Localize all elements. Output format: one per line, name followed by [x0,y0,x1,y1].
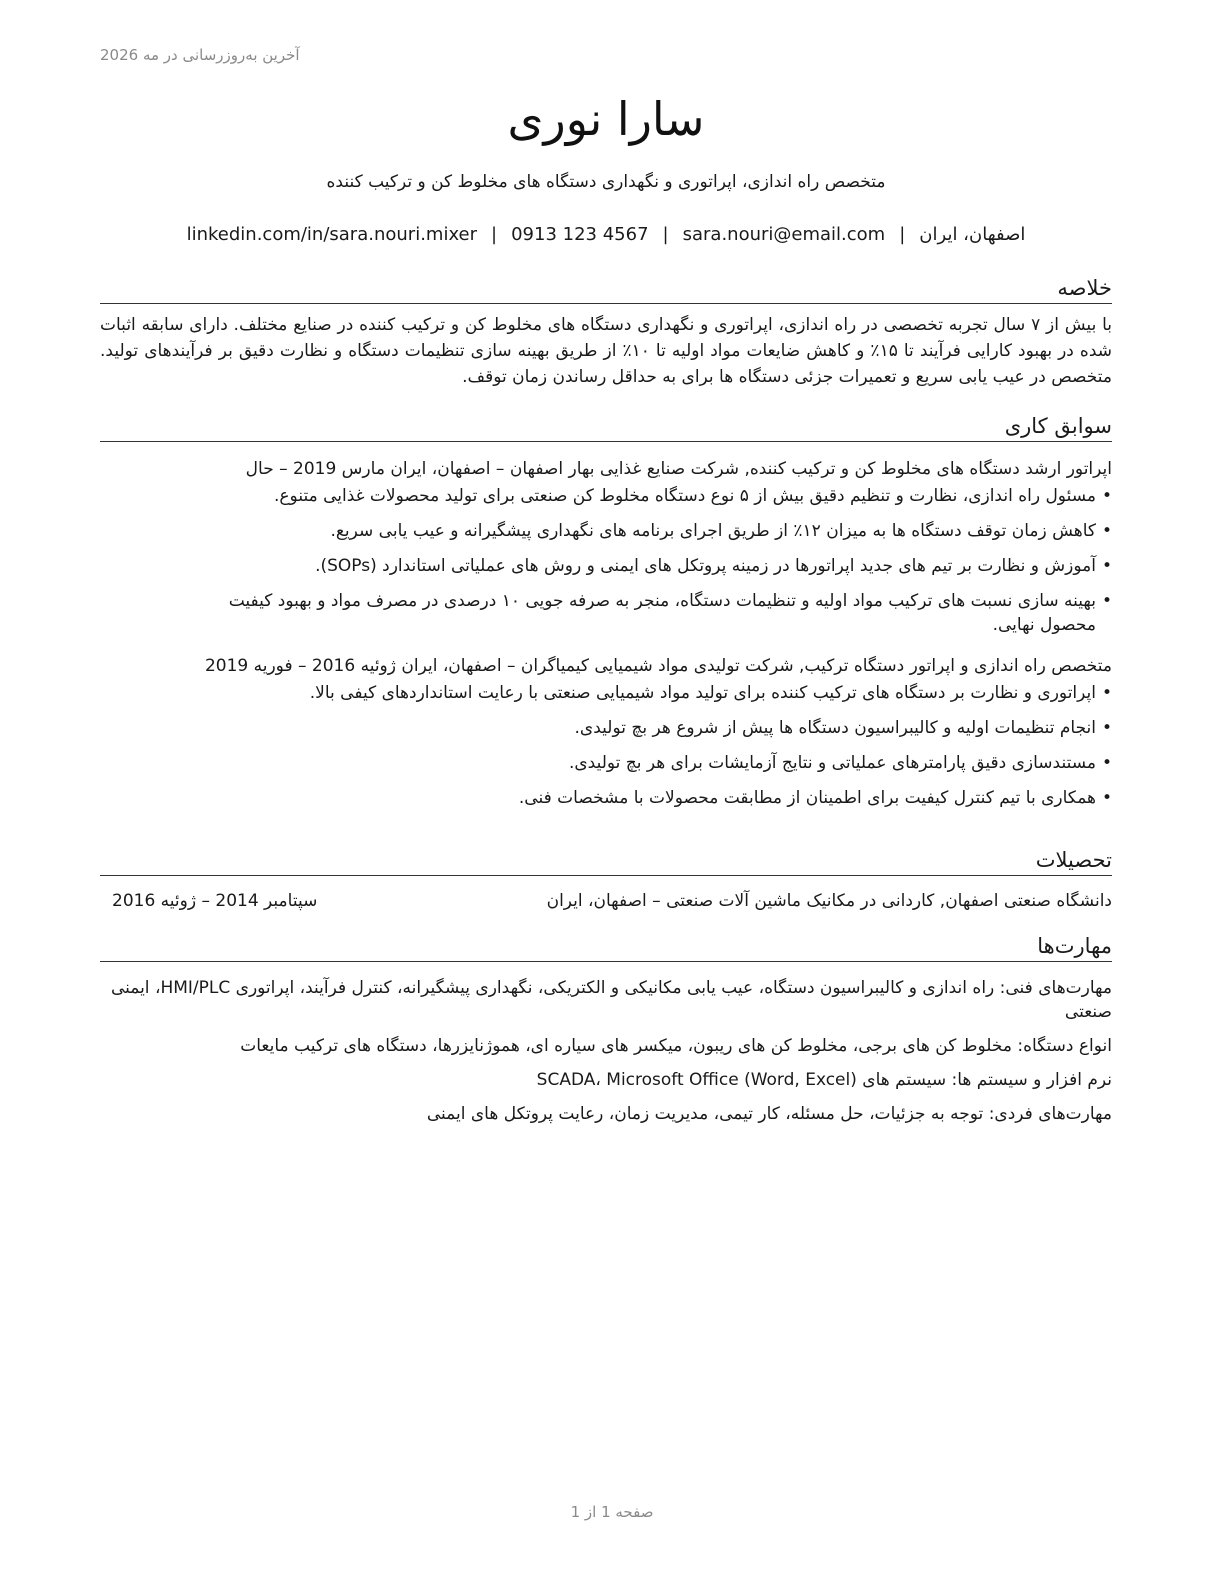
contact-line [100,224,1112,245]
job-bullet: • کاهش زمان توقف دستگاه ها به میزان ۱۲٪ از طریق اجرای برنامه های نگهداری پیشگیرانه و عیب یابی سریع. [160,519,1112,543]
job-bullet: • آموزش و نظارت بر تیم های جدید اپراتورها در زمینه پروتکل های ایمنی و روش های عملیاتی استاندارد (SOPs). [160,554,1112,578]
job-bullets [160,484,1112,637]
section-title-skills: مهارت‌ها [100,934,1112,962]
job-bullet: • همکاری با تیم کنترل کیفیت برای اطمینان از مطابقت محصولات با مشخصات فنی. [160,786,1112,810]
section-title-education: تحصیلات [100,848,1112,876]
section-title-experience: سوابق کاری [100,414,1112,442]
skill-line: نرم افزار و سیستم ها: سیستم های SCADA، Microsoft Office (Word, Excel) [536,1070,1112,1091]
candidate-tagline: متخصص راه اندازی، اپراتوری و نگهداری دستگاه های مخلوط کن و ترکیب کننده [326,172,886,192]
section-title-summary: خلاصه [100,276,1112,304]
contact-linkedin[interactable]: linkedin.com/in/sara.nouri.mixer [186,224,478,245]
job-heading: متخصص راه اندازی و اپراتور دستگاه ترکیب, شرکت تولیدی مواد شیمیایی کیمیاگران – اصفهان، ایران ژوئیه 2016 – فوریه 2019 [204,656,1112,677]
contact-location: اصفهان، ایران [919,224,1026,245]
education-section [100,848,1112,914]
summary-section [100,276,1112,390]
education-school: دانشگاه صنعتی اصفهان, کاردانی در مکانیک ماشین آلات صنعتی – اصفهان، ایران [546,891,1112,912]
job-heading: اپراتور ارشد دستگاه های مخلوط کن و ترکیب کننده, شرکت صنایع غذایی بهار اصفهان – اصفهان، ایران مارس 2019 – حال [245,459,1112,480]
experience-section [100,414,1112,821]
job-bullets [160,681,1112,810]
contact-separator: | [899,224,906,245]
skill-line: مهارت‌های فنی: راه اندازی و کالیبراسیون دستگاه، عیب یابی مکانیکی و الکتریکی، نگهداری پیشگیرانه، کنترل فرآیند، اپراتوری HMI/PLC، ایمنی صنعتی [110,978,1112,1023]
resume-page [100,0,1112,1584]
contact-separator: | [491,224,498,245]
skill-line: مهارت‌های فردی: توجه به جزئیات، حل مسئله، کار تیمی، مدیریت زمان، رعایت پروتکل های ایمنی [426,1104,1112,1125]
job-bullet: • مسئول راه اندازی، نظارت و تنظیم دقیق بیش از ۵ نوع دستگاه مخلوط کن صنعتی برای تولید محصولات غذایی متنوع. [160,484,1112,508]
job-entry [100,456,1112,637]
page-number: صفحه 1 از 1 [570,1503,654,1521]
job-bullet: • بهینه سازی نسبت های ترکیب مواد اولیه و تنظیمات دستگاه، منجر به صرفه جویی ۱۰ درصدی در مصرف مواد و بهبود کیفیت محصول نهایی. [160,589,1112,637]
job-bullet: • اپراتوری و نظارت بر دستگاه های ترکیب کننده برای تولید مواد شیمیایی صنعتی با رعایت استانداردهای کیفی بالا. [160,681,1112,705]
job-bullet: • انجام تنظیمات اولیه و کالیبراسیون دستگاه ها پیش از شروع هر بچ تولیدی. [160,716,1112,740]
candidate-name: سارا نوری [507,92,705,146]
education-dates: سپتامبر 2014 – ژوئیه 2016 [112,891,318,912]
job-entry [100,653,1112,810]
contact-separator: | [662,224,669,245]
skills-section [100,934,1112,1136]
contact-email[interactable]: sara.nouri@email.com [682,224,886,245]
contact-phone: 0913 123 4567 [511,224,649,245]
last-updated-note: آخرین به‌روزرسانی در مه 2026 [100,46,300,64]
skill-line: انواع دستگاه: مخلوط کن های برجی، مخلوط کن های ریبون، میکسر های سیاره ای، هموژنایزرها، دستگاه های ترکیب مایعات [240,1036,1112,1057]
education-entry [100,888,1112,914]
job-bullet: • مستندسازی دقیق پارامترهای عملیاتی و نتایج آزمایشات برای هر بچ تولیدی. [160,751,1112,775]
summary-text: با بیش از ۷ سال تجربه تخصصی در راه اندازی، اپراتوری و نگهداری دستگاه های مخلوط کن و ترکیب کننده در صنایع مختلف. دارای سابقه اثبات شده در بهبود کارایی فرآیند تا ۱۵٪ و کاهش ضایعات مواد اولیه تا ۱۰٪ از طریق بهینه سازی تنظیمات دستگاه و نظارت دقیق بر فرآیندهای تولید. متخصص در عیب یابی سریع و تعمیرات جزئی دستگاه ها برای به حداقل رساندن زمان توقف. [100,315,1113,388]
skills-list [100,976,1112,1126]
